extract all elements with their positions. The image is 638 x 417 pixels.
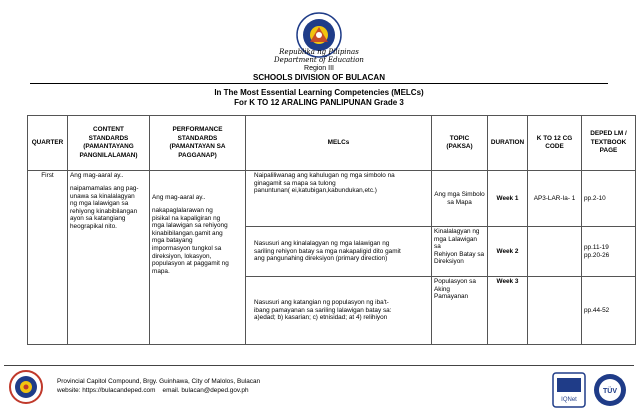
table-row <box>28 171 636 227</box>
region-text: Region III <box>304 65 334 72</box>
quarter-cell: First <box>28 171 68 345</box>
header-topic: TOPIC (PAKSA) <box>432 116 488 171</box>
table-header-row <box>28 116 636 171</box>
topic-cell: Kinalalagyan ng mga Lalawigan sa Rehiyon Batay sa Direksiyon <box>432 227 488 277</box>
email-link[interactable]: bulacan@deped.gov.ph <box>181 387 249 394</box>
melc-cell: Naipaliliwanag ang kahulugan ng mga simbolo na ginagamit sa mapa sa tulong panuntunan( ei,katubigan,kabundukan,etc.) <box>246 171 432 227</box>
topic-cell: Populasyon sa Aking Pamayanan <box>432 277 488 345</box>
republic-text: Republika ng Pilipinas <box>279 48 359 56</box>
header-content-standards: CONTENT STANDARDS (PAMANTAYANG PANGNILALAMAN) <box>68 116 150 171</box>
footer-divider <box>4 365 634 366</box>
website-label: website: <box>57 387 81 394</box>
header-code: K TO 12 CG CODE <box>528 116 582 171</box>
duration-cell: Week 1 <box>488 171 528 227</box>
performance-standards-cell <box>150 171 246 345</box>
footer-contact <box>57 387 249 394</box>
code-cell <box>528 227 582 277</box>
header-divider <box>30 83 608 84</box>
performance-intro: Ang mag-aaral ay.. <box>152 194 206 201</box>
performance-body: nakapaglalarawan ng pisikal na kapaligiran ng mga lalawigan sa rehiyong kinabibilangan.gamit ang mga batayang impormasyon tungkol sa direksiyon, lokasyon, populasyon at paggamit ng mapa. <box>152 207 229 275</box>
duration-cell: Week 3 <box>488 277 528 345</box>
document-title: In The Most Essential Learning Competencies (MELCs) <box>214 88 424 97</box>
bulacan-seal-logo <box>9 370 43 404</box>
page-cell: pp.11-19 pp.20-26 <box>582 227 636 277</box>
division-name: SCHOOLS DIVISION OF BULACAN <box>252 73 385 82</box>
cert2-label: TÜV <box>603 388 617 395</box>
duration-cell: Week 2 <box>488 227 528 277</box>
header-quarter: QUARTER <box>28 116 68 171</box>
melc-cell: Nasusuri ang katangian ng populasyon ng iba't- ibang pamayanan sa sariling lalawigan batay sa: a)edad; b) kasarian; c) etnisidad; at 4) relihiyon <box>246 277 432 345</box>
iqnet-certification-logo <box>552 372 586 408</box>
department-text: Department of Education <box>274 56 364 64</box>
website-link[interactable]: https://bulacandeped.com <box>82 387 156 394</box>
tuv-certification-logo <box>592 372 628 408</box>
document-subtitle: For K TO 12 ARALING PANLIPUNAN Grade 3 <box>234 98 404 107</box>
header-performance-standards: PERFORMANCE STANDARDS (PAMANTAYAN SA PAGGANAP) <box>150 116 246 171</box>
content-intro: Ang mag-aaral ay.. <box>70 172 124 179</box>
header-duration: DURATION <box>488 116 528 171</box>
code-cell <box>528 277 582 345</box>
topic-cell: Ang mga Simbolo sa Mapa <box>432 171 488 227</box>
melc-table <box>27 115 636 345</box>
content-standards-cell <box>68 171 150 345</box>
footer-address: Provincial Capitol Compound, Brgy. Guinhawa, City of Malolos, Bulacan <box>57 378 261 385</box>
cert1-label: IQNet <box>561 397 577 403</box>
page-cell: pp.44-52 <box>582 277 636 345</box>
header-melcs: MELCs <box>246 116 432 171</box>
content-body: naipamamalas ang pag- unawa sa kinalalagyan ng mga lalawigan sa rehiyong kinabibilangan ayon sa katangiang heograpikal nito. <box>70 185 139 230</box>
header-deped-page: DEPED LM / TEXTBOOK PAGE <box>582 116 636 171</box>
code-cell: AP3-LAR-Ia- 1 <box>528 171 582 227</box>
melc-cell: Nasusuri ang kinalalagyan ng mga lalawigan ng sariling rehiyon batay sa mga nakapaligid dito gamit ang pangunahing direksiyon (primary direction) <box>246 227 432 277</box>
page-cell: pp.2-10 <box>582 171 636 227</box>
email-label: email. <box>162 387 180 394</box>
